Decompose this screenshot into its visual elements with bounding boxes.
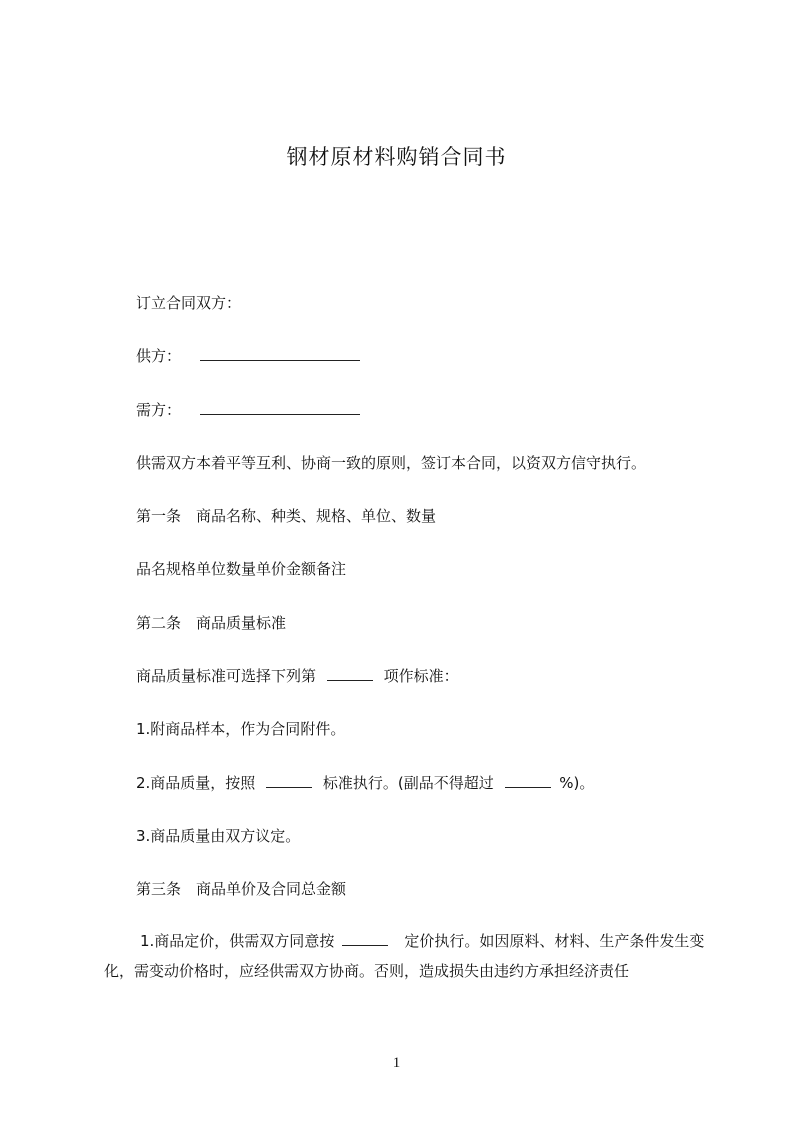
quality-standard-text-b: 项作标准： (383, 667, 459, 685)
page-number: 1 (392, 1055, 401, 1071)
supplier-label: 供方： (136, 347, 182, 365)
buyer-line (136, 399, 362, 420)
goods-table-header: 品名规格单位数量单价金额备注 (136, 560, 347, 578)
intro-paragraph: 供需双方本着平等互利、协商一致的原则，签订本合同，以资双方信守执行。 (136, 454, 647, 472)
buyer-blank[interactable] (200, 400, 360, 415)
pricing-blank[interactable] (342, 931, 388, 946)
quality-item-2-text-a: 2.商品质量，按照 (136, 774, 256, 792)
quality-standard-text-a: 商品质量标准可选择下列第 (136, 667, 317, 685)
quality-item-2-text-b: 标准执行。(副品不得超过 (322, 774, 494, 792)
article-1-heading: 第一条 商品名称、种类、规格、单位、数量 (136, 507, 437, 525)
pricing-text-b: 定价执行。如因原料、材料、生产条件发生变化，需变动价格时，应经供需双方协商。否则，造成损失由违约方承担经济责任 (104, 932, 705, 980)
pricing-paragraph (104, 926, 716, 986)
quality-option-blank[interactable] (327, 666, 373, 681)
article-3-heading: 第三条 商品单价及合同总金额 (136, 880, 347, 898)
standard-blank[interactable] (266, 773, 312, 788)
defect-rate-blank[interactable] (505, 773, 551, 788)
quality-item-2-text-c: %)。 (559, 774, 595, 792)
buyer-label: 需方： (136, 401, 182, 419)
pricing-text-a: 1.商品定价，供需双方同意按 (140, 932, 335, 950)
quality-item-2 (136, 772, 594, 793)
quality-standard-line (136, 665, 459, 686)
quality-item-1: 1.附商品样本，作为合同附件。 (136, 720, 346, 738)
supplier-line (136, 345, 362, 366)
parties-label: 订立合同双方： (136, 294, 242, 312)
quality-item-3: 3.商品质量由双方议定。 (136, 827, 301, 845)
supplier-blank[interactable] (200, 346, 360, 361)
article-2-heading: 第二条 商品质量标准 (136, 614, 287, 632)
document-title: 钢材原材料购销合同书 (286, 145, 507, 169)
